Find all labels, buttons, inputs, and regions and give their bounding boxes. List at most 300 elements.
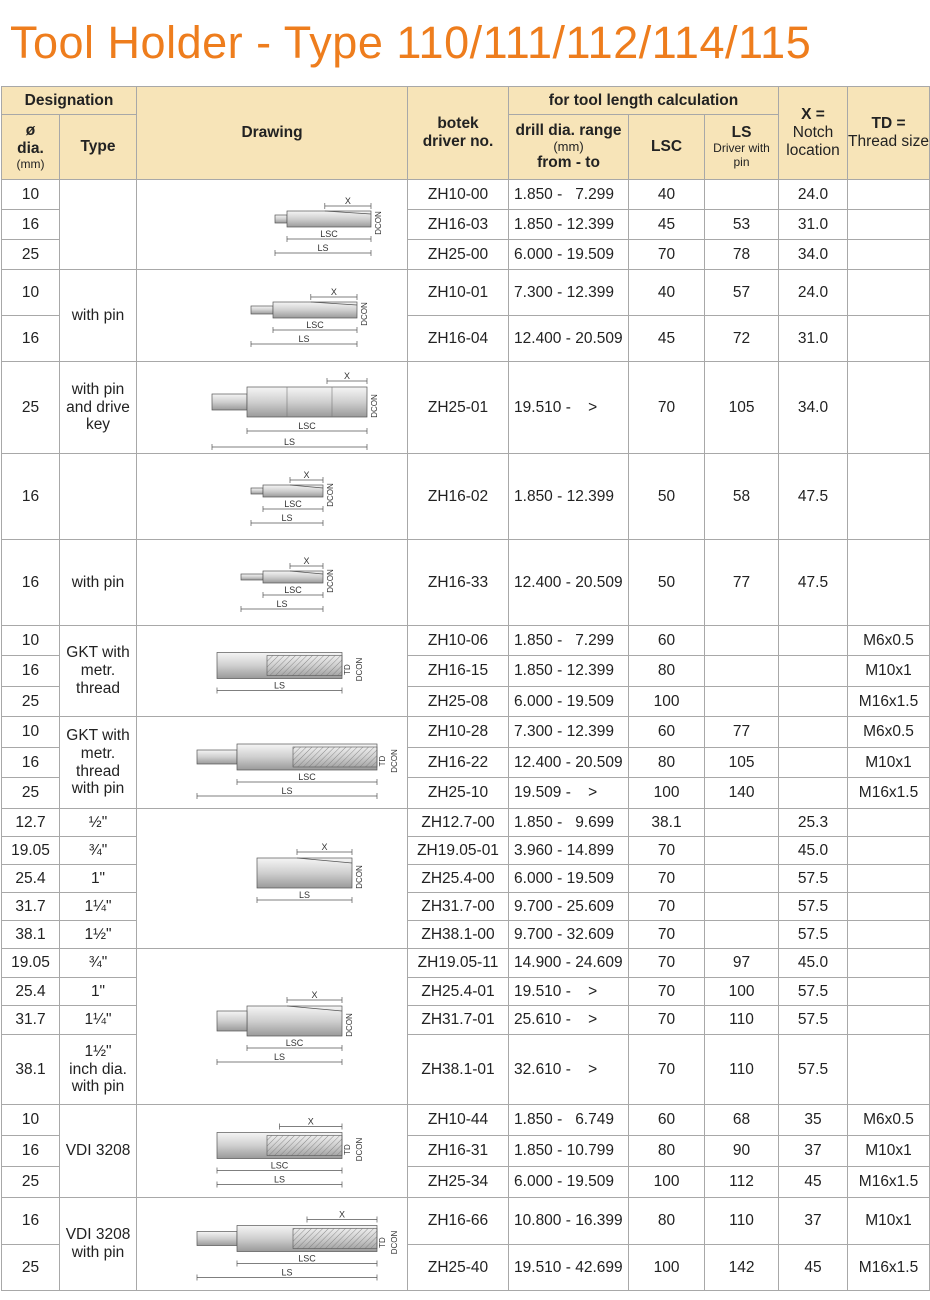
dia-value: 12.7: [15, 813, 46, 831]
x-value: 57.5: [797, 1011, 829, 1029]
cell-lsc: [629, 921, 705, 949]
cell-driver: [408, 240, 509, 270]
cell-lsc: [629, 540, 705, 626]
cell-x: [779, 626, 848, 656]
range-value: 10.800 - 16.399: [514, 1212, 623, 1230]
cell-driver: [408, 1198, 509, 1245]
dia-value: 10: [21, 185, 40, 203]
svg-text:TD: TD: [343, 1143, 353, 1155]
cell-lsc: [629, 1245, 705, 1291]
cell-range: [509, 656, 629, 687]
cell-td: [848, 1035, 930, 1105]
cell-range: [509, 921, 629, 949]
svg-text:LS: LS: [281, 785, 293, 796]
range-value: 25.610 - >: [514, 1011, 598, 1029]
type-value: 1¼": [84, 897, 112, 915]
lsc-value: 70: [657, 245, 676, 263]
cell-type: [60, 454, 137, 540]
cell-lsc: [629, 893, 705, 921]
cell-lsc: [629, 270, 705, 316]
cell-lsc: [629, 656, 705, 687]
dia-value: 25.4: [15, 982, 46, 1000]
cell-driver: [408, 1167, 509, 1198]
cell-range: [509, 865, 629, 893]
cell-driver: [408, 865, 509, 893]
cell-x: [779, 778, 848, 809]
cell-ls: [705, 1136, 779, 1167]
cell-type: [60, 865, 137, 893]
cell-range: [509, 978, 629, 1006]
cell-range: [509, 454, 629, 540]
cell-lsc: [629, 1167, 705, 1198]
td-value: M10x1: [865, 1212, 912, 1230]
cell-x: [779, 978, 848, 1006]
dia-value: 31.7: [15, 897, 46, 915]
table-row: [2, 626, 930, 656]
page-title: [0, 0, 930, 86]
dia-value: 10: [21, 283, 40, 301]
type-value: ½": [88, 813, 108, 831]
td-value: M10x1: [865, 1142, 912, 1160]
svg-text:LS: LS: [281, 512, 293, 523]
header-td-label: TD =: [871, 115, 906, 133]
driver-value: ZH25-08: [427, 692, 489, 710]
cell-dia: [2, 865, 60, 893]
cell-ls: [705, 837, 779, 865]
x-value: 25.3: [797, 813, 829, 831]
lsc-value: 70: [657, 925, 676, 943]
x-value: 47.5: [797, 487, 829, 505]
cell-ls: [705, 949, 779, 978]
td-value: M16x1.5: [858, 784, 919, 802]
cell-type: [60, 717, 137, 809]
header-type: Type: [60, 115, 137, 180]
range-value: 19.509 - >: [514, 784, 598, 802]
ls-value: 53: [732, 215, 751, 233]
cell-dia: [2, 1035, 60, 1105]
cell-dia: [2, 240, 60, 270]
svg-text:LS: LS: [298, 333, 310, 344]
cell-ls: [705, 778, 779, 809]
tool-drawing-vdi-with-pin: [137, 1198, 408, 1291]
cell-driver: [408, 837, 509, 865]
cell-range: [509, 778, 629, 809]
cell-x: [779, 949, 848, 978]
svg-text:X: X: [311, 989, 318, 1000]
cell-x: [779, 921, 848, 949]
cell-dia: [2, 717, 60, 748]
cell-driver: [408, 1006, 509, 1035]
svg-text:X: X: [344, 195, 351, 206]
range-value: 14.900 - 24.609: [514, 954, 623, 972]
svg-text:LS: LS: [274, 1174, 286, 1184]
cell-dia: [2, 1198, 60, 1245]
cell-td: [848, 949, 930, 978]
svg-text:X: X: [344, 370, 351, 381]
cell-td: [848, 893, 930, 921]
driver-value: ZH12.7-00: [421, 813, 495, 831]
cell-driver: [408, 540, 509, 626]
type-value: VDI 3208 with pin: [65, 1226, 131, 1261]
cell-dia: [2, 362, 60, 454]
header-driver-line1: botek: [437, 115, 479, 133]
cell-range: [509, 1167, 629, 1198]
x-value: 37: [804, 1212, 822, 1230]
range-value: 32.610 - >: [514, 1060, 598, 1078]
cell-td: [848, 362, 930, 454]
type-value: GKT with metr. thread with pin: [66, 726, 130, 798]
cell-lsc: [629, 687, 705, 717]
td-value: M16x1.5: [858, 1258, 919, 1276]
ls-value: 77: [732, 723, 751, 741]
cell-x: [779, 210, 848, 240]
lsc-value: 60: [657, 631, 676, 649]
cell-lsc: [629, 809, 705, 837]
x-value: 24.0: [797, 185, 829, 203]
cell-driver: [408, 656, 509, 687]
dia-value: 31.7: [15, 1011, 46, 1029]
svg-text:X: X: [339, 1209, 346, 1219]
range-value: 6.000 - 19.509: [514, 1173, 614, 1191]
td-value: M16x1.5: [858, 692, 919, 710]
cell-x: [779, 1167, 848, 1198]
ls-value: 77: [732, 573, 751, 591]
cell-type: [60, 1105, 137, 1198]
table-row: [2, 270, 930, 316]
cell-ls: [705, 809, 779, 837]
svg-text:X: X: [303, 469, 310, 480]
cell-range: [509, 1006, 629, 1035]
cell-x: [779, 865, 848, 893]
svg-text:LS: LS: [299, 889, 311, 900]
svg-text:DCON: DCON: [345, 1012, 355, 1037]
tool-drawing-inch-with-pin: [137, 949, 408, 1105]
range-value: 6.000 - 19.509: [514, 245, 614, 263]
header-x: [779, 87, 848, 180]
driver-value: ZH16-04: [427, 329, 489, 347]
cell-td: [848, 1167, 930, 1198]
cell-range: [509, 949, 629, 978]
range-value: 6.000 - 19.509: [514, 692, 614, 710]
x-value: 57.5: [797, 897, 829, 915]
x-value: 34.0: [797, 398, 829, 416]
ls-value: 58: [732, 487, 751, 505]
cell-dia: [2, 270, 60, 316]
driver-value: ZH25.4-01: [421, 982, 495, 1000]
range-value: 19.510 - >: [514, 398, 598, 416]
driver-value: ZH38.1-00: [421, 925, 495, 943]
cell-driver: [408, 687, 509, 717]
x-value: 31.0: [797, 329, 829, 347]
cell-range: [509, 809, 629, 837]
cell-ls: [705, 180, 779, 210]
range-value: 7.300 - 12.399: [514, 283, 614, 301]
driver-value: ZH16-33: [427, 573, 489, 591]
cell-x: [779, 1245, 848, 1291]
drawing-svg: [137, 455, 407, 539]
svg-text:X: X: [307, 1116, 314, 1126]
tool-drawing-vdi: [137, 1105, 408, 1198]
svg-text:X: X: [321, 841, 328, 852]
cell-dia: [2, 626, 60, 656]
driver-value: ZH16-02: [427, 487, 489, 505]
ls-value: 110: [729, 1060, 754, 1078]
svg-text:LSC: LSC: [285, 1037, 304, 1048]
drawing-svg: [137, 627, 407, 716]
table-header: [2, 87, 930, 180]
ls-value: 110: [729, 1212, 754, 1230]
range-value: 1.850 - 7.299: [514, 631, 614, 649]
header-lsc: LSC: [629, 115, 705, 180]
cell-x: [779, 240, 848, 270]
cell-range: [509, 1136, 629, 1167]
lsc-value: 40: [657, 185, 676, 203]
type-value: VDI 3208: [65, 1142, 131, 1160]
drawing-svg: [137, 1199, 407, 1290]
cell-x: [779, 454, 848, 540]
ls-value: 105: [728, 398, 755, 416]
header-dia: [2, 115, 60, 180]
range-value: 9.700 - 25.609: [514, 897, 614, 915]
drawing-svg: [137, 950, 407, 1104]
driver-value: ZH25-10: [427, 784, 489, 802]
cell-dia: [2, 1105, 60, 1136]
cell-driver: [408, 717, 509, 748]
lsc-value: 70: [657, 954, 676, 972]
dia-value: 25: [21, 1173, 40, 1191]
cell-range: [509, 1035, 629, 1105]
tool-drawing-with-pin: [137, 270, 408, 362]
svg-text:LSC: LSC: [320, 228, 338, 239]
lsc-value: 80: [657, 1142, 676, 1160]
table-row: [2, 809, 930, 837]
cell-dia: [2, 180, 60, 210]
lsc-value: 80: [657, 1212, 676, 1230]
lsc-value: 70: [657, 1060, 676, 1078]
header-dia-line1: ø: [25, 122, 36, 140]
range-value: 1.850 - 12.399: [514, 487, 614, 505]
cell-driver: [408, 1105, 509, 1136]
dia-value: 16: [21, 1212, 40, 1230]
td-value: M6x0.5: [863, 631, 914, 649]
cell-dia: [2, 978, 60, 1006]
range-value: 7.300 - 12.399: [514, 723, 614, 741]
cell-lsc: [629, 1105, 705, 1136]
table-row: [2, 717, 930, 748]
cell-td: [848, 1105, 930, 1136]
tool-drawing-gkt: [137, 626, 408, 717]
dia-value: 10: [21, 631, 40, 649]
type-value: ¾": [88, 954, 108, 972]
cell-range: [509, 717, 629, 748]
cell-x: [779, 540, 848, 626]
cell-type: [60, 540, 137, 626]
cell-type: [60, 893, 137, 921]
driver-value: ZH10-01: [427, 283, 489, 301]
cell-ls: [705, 210, 779, 240]
lsc-value: 80: [657, 753, 676, 771]
cell-td: [848, 1006, 930, 1035]
cell-range: [509, 270, 629, 316]
type-value: with pin: [71, 306, 125, 324]
type-value: GKT with metr. thread: [66, 644, 130, 697]
dia-value: 25: [21, 784, 40, 802]
cell-lsc: [629, 210, 705, 240]
range-value: 1.850 - 6.749: [514, 1111, 614, 1129]
svg-text:LSC: LSC: [284, 498, 302, 509]
lsc-value: 70: [657, 1011, 676, 1029]
cell-td: [848, 1245, 930, 1291]
header-calc: for tool length calculation: [509, 87, 779, 115]
cell-td: [848, 270, 930, 316]
cell-type: [60, 362, 137, 454]
cell-lsc: [629, 626, 705, 656]
cell-lsc: [629, 717, 705, 748]
cell-x: [779, 687, 848, 717]
driver-value: ZH25-00: [427, 245, 489, 263]
range-value: 1.850 - 12.399: [514, 662, 614, 680]
x-value: 34.0: [797, 245, 829, 263]
cell-driver: [408, 270, 509, 316]
cell-dia: [2, 454, 60, 540]
cell-range: [509, 180, 629, 210]
cell-range: [509, 626, 629, 656]
svg-text:DCON: DCON: [374, 210, 384, 235]
ls-value: 72: [732, 329, 751, 347]
range-value: 1.850 - 12.399: [514, 215, 614, 233]
td-value: M10x1: [865, 753, 912, 771]
cell-x: [779, 809, 848, 837]
cell-td: [848, 865, 930, 893]
cell-range: [509, 893, 629, 921]
range-value: 9.700 - 32.609: [514, 925, 614, 943]
range-value: 1.850 - 9.699: [514, 813, 614, 831]
x-value: 57.5: [797, 982, 829, 1000]
cell-dia: [2, 837, 60, 865]
svg-text:LSC: LSC: [270, 1160, 289, 1170]
tool-drawing-inch: [137, 809, 408, 949]
driver-value: ZH31.7-01: [421, 1011, 495, 1029]
cell-td: [848, 978, 930, 1006]
cell-lsc: [629, 180, 705, 210]
cell-ls: [705, 656, 779, 687]
x-value: 57.5: [797, 869, 829, 887]
cell-x: [779, 180, 848, 210]
cell-ls: [705, 540, 779, 626]
td-value: M6x0.5: [863, 723, 914, 741]
dia-value: 16: [21, 215, 40, 233]
cell-lsc: [629, 949, 705, 978]
svg-text:DCON: DCON: [355, 1137, 365, 1161]
cell-ls: [705, 316, 779, 362]
ls-value: 100: [728, 982, 755, 1000]
cell-type: [60, 1006, 137, 1035]
lsc-value: 40: [657, 283, 676, 301]
driver-value: ZH25.4-00: [421, 869, 495, 887]
cell-td: [848, 454, 930, 540]
type-value: 1": [90, 869, 106, 887]
cell-x: [779, 717, 848, 748]
title-text: Tool Holder - Type 110/111/112/114/115: [10, 17, 812, 68]
svg-text:TD: TD: [343, 663, 353, 675]
cell-type: [60, 921, 137, 949]
header-range: [509, 115, 629, 180]
drawing-svg: [137, 1106, 407, 1197]
lsc-value: 100: [653, 692, 680, 710]
x-value: 31.0: [797, 215, 829, 233]
svg-text:DCON: DCON: [355, 657, 365, 681]
cell-x: [779, 1198, 848, 1245]
cell-dia: [2, 748, 60, 778]
cell-x: [779, 1006, 848, 1035]
tool-drawing-small: [137, 454, 408, 540]
cell-type: [60, 1198, 137, 1291]
cell-range: [509, 240, 629, 270]
driver-value: ZH19.05-11: [417, 954, 499, 972]
type-value: 1½": [84, 925, 112, 943]
driver-value: ZH25-01: [427, 398, 489, 416]
lsc-value: 50: [657, 573, 676, 591]
table-row: [2, 540, 930, 626]
range-value: 3.960 - 14.899: [514, 841, 614, 859]
svg-text:LSC: LSC: [284, 584, 302, 595]
cell-lsc: [629, 1006, 705, 1035]
type-value: with pin and drive key: [66, 380, 130, 434]
cell-ls: [705, 978, 779, 1006]
cell-lsc: [629, 748, 705, 778]
driver-value: ZH38.1-01: [421, 1060, 495, 1078]
td-value: M16x1.5: [858, 1173, 919, 1191]
x-value: 45: [804, 1173, 822, 1191]
cell-ls: [705, 687, 779, 717]
cell-driver: [408, 362, 509, 454]
cell-range: [509, 1198, 629, 1245]
cell-dia: [2, 1136, 60, 1167]
cell-ls: [705, 454, 779, 540]
range-value: 12.400 - 20.509: [514, 573, 623, 591]
lsc-value: 70: [657, 841, 676, 859]
driver-value: ZH25-34: [427, 1173, 489, 1191]
cell-type: [60, 949, 137, 978]
ls-value: 57: [732, 283, 751, 301]
cell-driver: [408, 180, 509, 210]
cell-td: [848, 921, 930, 949]
cell-driver: [408, 978, 509, 1006]
cell-driver: [408, 1035, 509, 1105]
dia-value: 16: [21, 662, 40, 680]
header-range-line1: drill dia. range: [515, 121, 622, 139]
cell-td: [848, 1198, 930, 1245]
cell-td: [848, 316, 930, 362]
header-dia-unit: (mm): [16, 156, 45, 171]
td-value: M6x0.5: [863, 1111, 914, 1129]
header-ls: [705, 115, 779, 180]
cell-driver: [408, 809, 509, 837]
cell-ls: [705, 865, 779, 893]
cell-td: [848, 540, 930, 626]
svg-text:LS: LS: [274, 1051, 286, 1062]
cell-ls: [705, 1245, 779, 1291]
range-value: 19.510 - 42.699: [514, 1258, 623, 1276]
ls-value: 110: [729, 1011, 754, 1029]
cell-x: [779, 837, 848, 865]
cell-ls: [705, 1105, 779, 1136]
cell-dia: [2, 921, 60, 949]
range-value: 6.000 - 19.509: [514, 869, 614, 887]
ls-value: 140: [728, 784, 755, 802]
cell-x: [779, 748, 848, 778]
lsc-value: 60: [657, 1111, 676, 1129]
